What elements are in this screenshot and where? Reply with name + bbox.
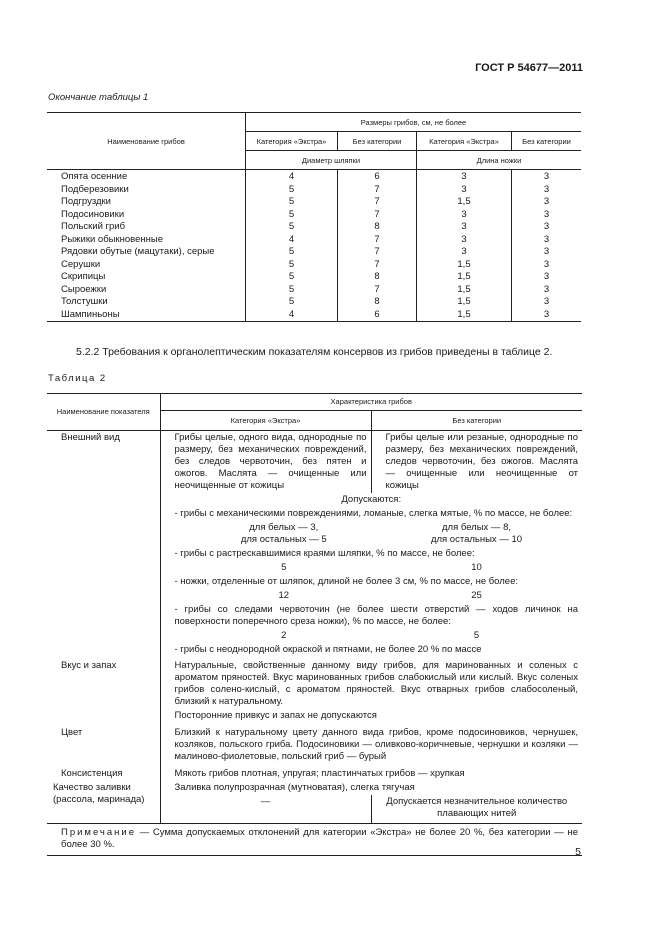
size-value: 8 [338, 296, 417, 309]
t2-note-text: — Сумма допускаемых отклонений для категории «Экстра» не более 20 %, без категории — не более 30 %. [61, 827, 578, 850]
size-value: 3 [512, 246, 582, 259]
t2-cracked-extra: 5 [281, 562, 287, 573]
size-value: 7 [338, 259, 417, 272]
table-row [47, 170, 581, 184]
mushroom-name: Подосиновики [61, 208, 125, 220]
t1-diam-header: Диаметр шляпки [246, 151, 417, 170]
t2-label-consistency: Консистенция [47, 764, 160, 781]
size-value: 7 [338, 246, 417, 259]
t2-col-name: Наименование показателя [47, 394, 160, 431]
size-value: 3 [512, 170, 582, 184]
table-row [47, 296, 581, 309]
t2-subhead-none: Без категории [371, 411, 582, 431]
t2-legs: - ножки, отделенные от шляпок, длиной не более 3 см, % по массе, не более: [174, 576, 519, 587]
size-value: 1,5 [417, 296, 512, 309]
mushroom-name: Толстушки [61, 296, 108, 308]
t2-legs-none: 25 [471, 590, 482, 601]
t2-group-header: Характеристика грибов [160, 394, 582, 411]
t2-consistency-text: Мякоть грибов плотная, упругая; пластинчатых грибов — хрупкая [174, 768, 465, 779]
size-value: 7 [338, 209, 417, 222]
t2-cracked-none: 10 [471, 562, 482, 573]
paragraph-5-2-2: 5.2.2 Требования к органолептическим показателям консервов из грибов приведены в таблице 2. [76, 346, 553, 358]
table-row [47, 284, 581, 297]
t2-fill-extra: — [160, 795, 371, 824]
mushroom-name: Шампиньоны [61, 308, 120, 320]
size-value: 1,5 [417, 196, 512, 209]
size-value: 3 [512, 196, 582, 209]
table-row [47, 234, 581, 247]
table-1 [47, 112, 581, 322]
size-value: 1,5 [417, 271, 512, 284]
t2-mech-extra [160, 521, 371, 547]
t1-body [47, 170, 581, 322]
t2-color-text: Близкий к натуральному цвету данного вида грибов, кроме подосиновиков, чернушек, козляков, польского гриба. Подосиновики — оливково-коричневые, чернушки и козляки — малиново-фиолетовые, польский гриб — бурый [174, 727, 578, 762]
t2-label-color: Цвет [47, 723, 160, 764]
t1-col-name: Наименование грибов [47, 113, 246, 170]
t2-spots: - грибы с неоднородной окраской и пятнами, не более 20 % по массе [174, 644, 482, 655]
mushroom-name: Сыроежки [61, 283, 107, 295]
t2-note-label: Примечание [61, 827, 136, 838]
table-2 [47, 393, 582, 856]
size-value: 5 [246, 296, 338, 309]
size-value: 5 [246, 259, 338, 272]
t2-label-taste: Вкус и запах [47, 659, 160, 723]
table-row [47, 184, 581, 197]
t2-fill-none: Допускается незначительное количество плавающих нитей [386, 796, 568, 819]
size-value: 7 [338, 184, 417, 197]
t2-appearance-extra: Грибы целые, одного вида, однородные по размеру, без механических повреждений, без следов червоточин, без пятен и ожогов. Маслята — очищенные или неочищенные от кожицы [160, 431, 371, 494]
size-value: 5 [246, 209, 338, 222]
t2-note [47, 824, 582, 856]
t2-mech-extra-2: для остальных — 5 [240, 534, 327, 545]
size-value: 3 [417, 234, 512, 247]
size-value: 3 [417, 170, 512, 184]
t1-subhead: Без категории [338, 132, 417, 151]
t2-worm-none: 5 [473, 630, 480, 641]
t2-fill-text: Заливка полупрозрачная (мутноватая), слегка тягучая [174, 782, 415, 793]
t2-taste-text: Натуральные, свойственные данному виду грибов, для маринованных и соленых с ароматом пряностей. Вкус маринованных грибов слабокислый или кислый. Вкус соленых грибов солено-кислый, с ароматом пряностей. Вкус отварных грибов слабосоленый, близкий к натуральному. [174, 660, 578, 707]
size-value: 3 [512, 234, 582, 247]
t1-subhead: Категория «Экстра» [417, 132, 512, 151]
size-value: 1,5 [417, 259, 512, 272]
t1-subhead: Категория «Экстра» [246, 132, 338, 151]
t2-label-fill: Качество заливки (рассола, маринада) [47, 781, 160, 824]
size-value: 3 [512, 209, 582, 222]
size-value: 5 [246, 246, 338, 259]
t2-taste-text2: Посторонние привкус и запах не допускаются [174, 710, 377, 721]
mushroom-name: Рядовки обутые (мацутаки), серые [61, 246, 215, 258]
size-value: 7 [338, 284, 417, 297]
size-value: 1,5 [417, 284, 512, 297]
t2-mech-none-2: для остальных — 10 [430, 534, 523, 545]
mushroom-name: Подгруздки [61, 196, 111, 208]
t1-leg-header: Длина ножки [417, 151, 582, 170]
t2-subhead-extra: Категория «Экстра» [160, 411, 371, 431]
table-row [47, 246, 581, 259]
size-value: 5 [246, 284, 338, 297]
size-value: 8 [338, 221, 417, 234]
size-value: 3 [417, 209, 512, 222]
size-value: 3 [512, 296, 582, 309]
size-value: 6 [338, 309, 417, 322]
size-value: 7 [338, 196, 417, 209]
size-value: 4 [246, 170, 338, 184]
size-value: 5 [246, 184, 338, 197]
t2-mech-none-1: для белых — 8, [442, 522, 511, 533]
t2-mech-none [371, 521, 582, 547]
mushroom-name: Опята осенние [61, 171, 128, 183]
t2-mech-extra-1: для белых — 3, [249, 522, 319, 533]
size-value: 3 [417, 221, 512, 234]
size-value: 1,5 [417, 309, 512, 322]
table-row [47, 221, 581, 234]
size-value: 4 [246, 309, 338, 322]
size-value: 3 [512, 284, 582, 297]
mushroom-name: Польский гриб [61, 221, 126, 233]
document-id: ГОСТ Р 54677—2011 [475, 62, 583, 74]
size-value: 3 [512, 271, 582, 284]
table-row [47, 271, 581, 284]
size-value: 3 [512, 221, 582, 234]
t2-worm-extra: 2 [281, 630, 287, 641]
t1-subhead: Без категории [512, 132, 582, 151]
size-value: 5 [246, 271, 338, 284]
size-value: 8 [338, 271, 417, 284]
size-value: 3 [417, 184, 512, 197]
size-value: 5 [246, 196, 338, 209]
mushroom-name: Серушки [61, 258, 101, 270]
t2-mech: - грибы с механическими повреждениями, ломаные, слегка мятые, % по массе, не более: [174, 508, 573, 519]
mushroom-name: Скрипицы [61, 271, 106, 283]
table-2-caption: Таблица 2 [48, 373, 107, 384]
t2-cracked: - грибы с растрескавшимися краями шляпки, % по массе, не более: [174, 548, 475, 559]
t2-appearance-none: Грибы целые или резаные, однородные по размеру, без механических повреждений, следов червоточин, без ожогов. Маслята — очищенные или неочищенные от кожицы [385, 432, 578, 491]
size-value: 3 [512, 259, 582, 272]
size-value: 6 [338, 170, 417, 184]
t2-legs-extra: 12 [278, 590, 290, 601]
t2-worm: - грибы со следами червоточин (не более шести отверстий — ходов личинок на поверхности поперечного среза ножки), % по массе, не более: [174, 604, 578, 627]
t2-allowed: Допускаются: [341, 494, 402, 505]
t1-group-header: Размеры грибов, см, не более [246, 113, 582, 132]
table-row [47, 196, 581, 209]
size-value: 4 [246, 234, 338, 247]
table-row [47, 309, 581, 322]
mushroom-name: Рыжики обыкновенные [61, 233, 163, 245]
size-value: 3 [417, 246, 512, 259]
mushroom-name: Подберезовики [61, 183, 129, 195]
size-value: 3 [512, 184, 582, 197]
t2-label-appearance: Внешний вид [47, 431, 160, 660]
table-continuation-caption: Окончание таблицы 1 [48, 92, 149, 103]
table-row [47, 259, 581, 272]
size-value: 3 [512, 309, 582, 322]
table-row [47, 209, 581, 222]
size-value: 5 [246, 221, 338, 234]
page-number: 5 [575, 846, 581, 858]
size-value: 7 [338, 234, 417, 247]
